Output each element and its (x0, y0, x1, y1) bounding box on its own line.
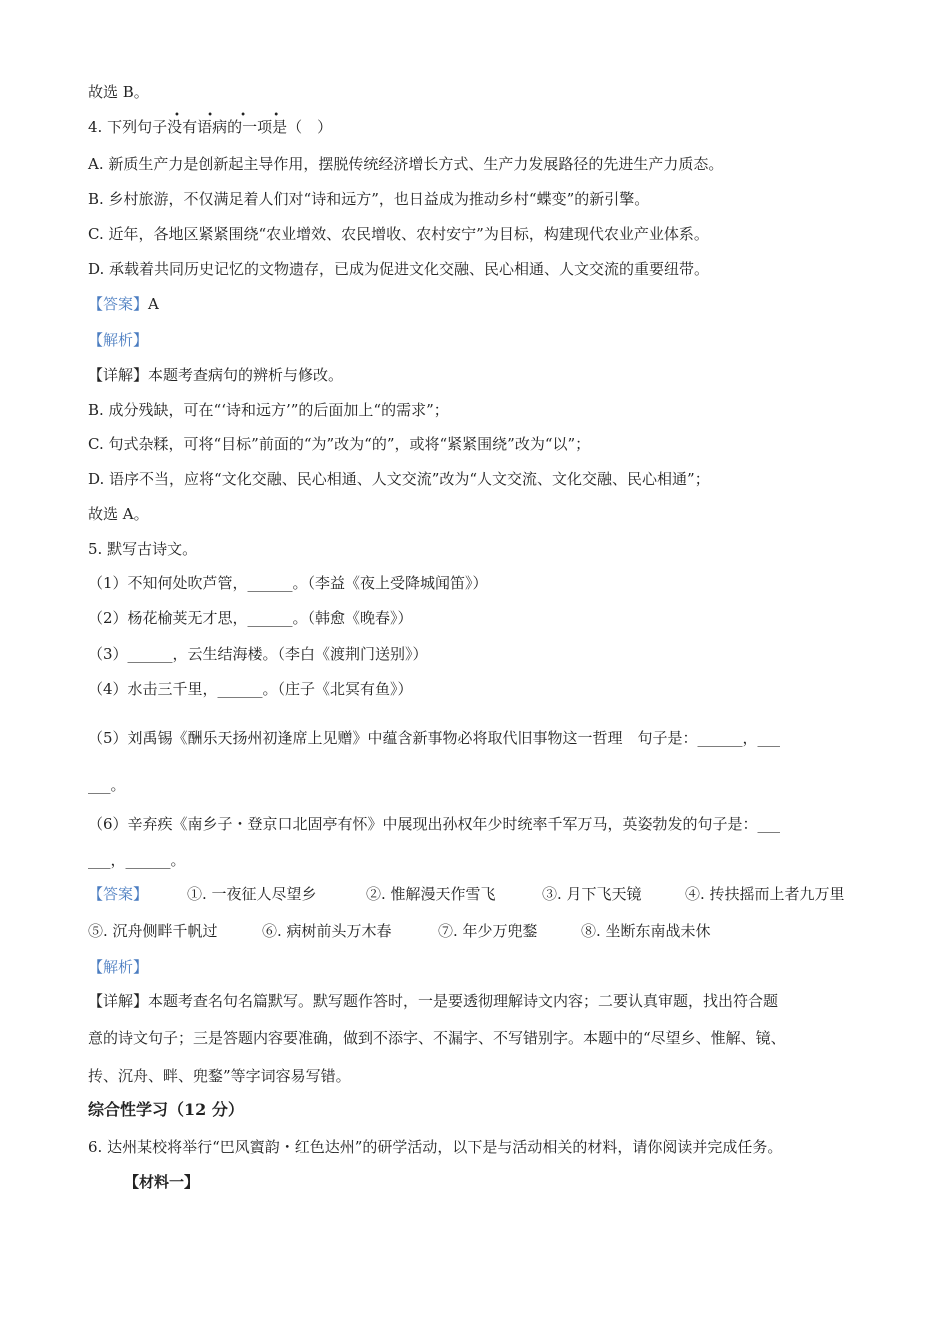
emphasis-dots: • • • • (174, 110, 292, 121)
answer-4 (88, 294, 159, 314)
question-5-2: （2）杨花榆荚无才思，______。（韩愈《晚春》） (88, 609, 413, 627)
answer-5-item: ⑦. 年少万兜鍪 (438, 922, 538, 940)
detail-5-line-1: 【详解】本题考查名句名篇默写。默写题作答时，一是要透彻理解诗文内容；二要认真审题，找出符合题 (88, 992, 779, 1010)
detail-5-line-2: 意的诗文句子；三是答题内容要准确，做到不添字、不漏字、不写错别字。本题中的“尽望乡、惟解、镜、 (88, 1029, 786, 1047)
detail-4-end: 故选 A。 (88, 505, 149, 523)
detail-4: 【详解】本题考查病句的辨析与修改。 (88, 366, 344, 384)
question-4: 4. 下列句子没有语病的一项是（ ） (88, 118, 333, 136)
answer-label: 【答案】 (88, 295, 149, 313)
option-b: B. 乡村旅游，不仅满足着人们对“诗和远方”，也日益成为推动乡村“蝶变”的新引擎。 (88, 190, 650, 208)
answer-5-item: ④. 抟扶摇而上者九万里 (685, 885, 845, 903)
detail-4-b: B. 成分残缺，可在“‘诗和远方’”的后面加上“的需求”； (88, 401, 449, 419)
answer-5-item: ①. 一夜征人尽望乡 (187, 885, 317, 903)
detail-4-d: D. 语序不当，应将“文化交融、民心相通、人文交流”改为“人文交流、文化交融、民心相通”； (88, 470, 710, 488)
question-5-5-cont: ___。 (88, 776, 126, 794)
answer-5-item: ③. 月下飞天镜 (542, 885, 642, 903)
question-5-3: （3）______，云生结海楼。（李白《渡荆门送别》） (88, 645, 428, 663)
analysis-5-label: 【解析】 (88, 958, 149, 976)
question-5-6-cont: ___，______。 (88, 851, 186, 869)
question-5: 5. 默写古诗文。 (88, 540, 198, 558)
answer-5-label: 【答案】 (88, 885, 149, 903)
option-c: C. 近年，各地区紧紧围绕“农业增效、农民增收、农村安宁”为目标，构建现代农业产业体系。 (88, 225, 709, 243)
answer-value: A (148, 295, 159, 313)
question-5-1: （1）不知何处吹芦管，______。（李益《夜上受降城闻笛》） (88, 574, 488, 592)
analysis-label: 【解析】 (88, 331, 149, 349)
question-5-6: （6）辛弃疾《南乡子・登京口北固亭有怀》中展现出孙权年少时统率千军万马，英姿勃发的句子是：___ (88, 815, 781, 833)
detail-4-c: C. 句式杂糅，可将“目标”前面的“为”改为“的”，或将“紧紧围绕”改为“以”； (88, 435, 591, 453)
question-5-4: （4）水击三千里，______。（庄子《北冥有鱼》） (88, 680, 413, 698)
question-5-5: （5）刘禹锡《酬乐天扬州初逢席上见赠》中蕴含新事物必将取代旧事物这一哲理 句子是：______，___ (88, 729, 781, 747)
material-1-label: 【材料一】 (124, 1173, 200, 1191)
answer-5-item: ⑥. 病树前头万木春 (262, 922, 392, 940)
answer-5-item: ⑤. 沉舟侧畔千帆过 (88, 922, 218, 940)
option-d: D. 承载着共同历史记忆的文物遗存，已成为促进文化交融、民心相通、人文交流的重要纽带。 (88, 260, 710, 278)
question-6: 6. 达州某校将举行“巴风賨韵・红色达州”的研学活动，以下是与活动相关的材料，请你阅读并完成任务。 (88, 1138, 783, 1156)
option-a: A. 新质生产力是创新起主导作用，摆脱传统经济增长方式、生产力发展路径的先进生产力质态。 (88, 155, 724, 173)
section-heading: 综合性学习（12 分） (88, 1100, 244, 1119)
answer-5-item: ②. 惟解漫天作雪飞 (366, 885, 496, 903)
answer-5-item: ⑧. 坐断东南战未休 (581, 922, 711, 940)
detail-5-line-3: 抟、沉舟、畔、兜鍪”等字词容易写错。 (88, 1067, 351, 1085)
conclusion-line: 故选 B。 (88, 83, 149, 101)
